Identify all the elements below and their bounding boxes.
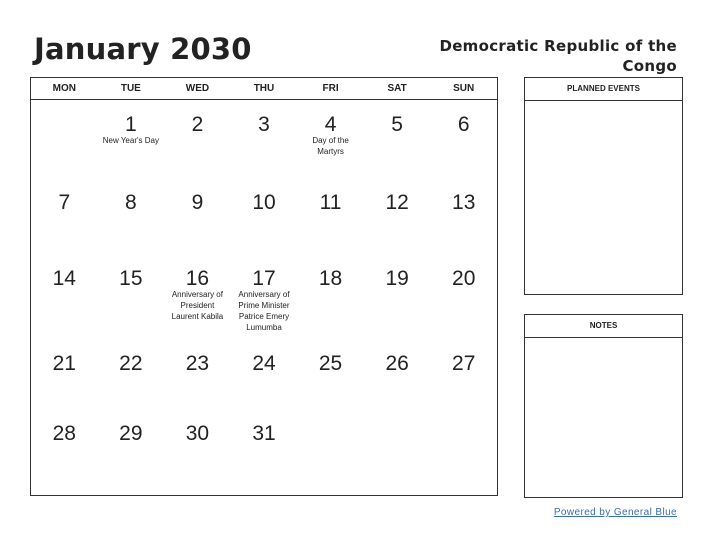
weekday-wed: WED	[185, 83, 210, 94]
day-cell	[364, 339, 431, 409]
day-cell	[31, 178, 98, 254]
holiday-label: Day of the Martyrs	[312, 136, 349, 156]
day-number: 25	[318, 352, 343, 375]
planned-events-heading: PLANNED EVENTS	[525, 78, 682, 101]
day-number: 23	[185, 352, 210, 375]
day-number: 28	[52, 422, 76, 445]
day-number: 20	[452, 267, 476, 290]
day-number: 22	[119, 352, 143, 375]
holiday-label: New Year's Day	[102, 136, 159, 145]
day-cell	[231, 100, 298, 178]
day-cell	[297, 254, 364, 339]
day-cell	[231, 339, 298, 409]
day-number: 5	[391, 113, 403, 136]
day-number: 15	[119, 267, 143, 290]
planned-events-panel	[524, 77, 683, 295]
day-cell	[430, 100, 497, 178]
day-cell	[364, 178, 431, 254]
day-cell	[98, 178, 165, 254]
day-cell	[164, 409, 231, 493]
calendar-days	[31, 100, 497, 493]
weekday-fri: FRI	[322, 83, 339, 94]
day-number: 30	[185, 422, 210, 445]
day-cell	[364, 409, 431, 493]
weekday-thu: THU	[253, 83, 275, 94]
day-cell	[430, 254, 497, 339]
day-number: 6	[457, 113, 470, 136]
day-number: 18	[318, 267, 343, 290]
day-number: 13	[452, 191, 476, 214]
day-cell	[164, 254, 231, 339]
day-number: 14	[52, 267, 76, 290]
day-cell	[297, 339, 364, 409]
powered-by-link[interactable]: Powered by General Blue	[553, 507, 677, 518]
day-cell	[430, 339, 497, 409]
weekday-tue: TUE	[120, 83, 141, 94]
notes-panel	[524, 314, 683, 498]
day-cell	[297, 100, 364, 178]
day-cell	[31, 254, 98, 339]
day-number: 2	[191, 113, 204, 136]
weekday-mon: MON	[52, 83, 76, 94]
day-cell	[430, 178, 497, 254]
day-cell	[164, 100, 231, 178]
day-cell	[364, 254, 431, 339]
day-cell	[231, 178, 298, 254]
day-cell	[31, 339, 98, 409]
day-cell	[31, 409, 98, 493]
day-cell	[31, 100, 98, 178]
day-cell	[231, 254, 298, 339]
day-number: 1	[125, 113, 137, 136]
day-cell	[430, 409, 497, 493]
day-cell	[297, 178, 364, 254]
day-number: 7	[58, 191, 71, 214]
weekday-header-row	[31, 78, 497, 100]
calendar-title: January 2030	[34, 32, 252, 66]
day-number: 16	[185, 267, 210, 290]
day-number: 27	[452, 352, 476, 375]
day-number: 24	[252, 352, 276, 375]
day-number: 12	[385, 191, 409, 214]
day-cell	[164, 178, 231, 254]
weekday-sat: SAT	[387, 83, 407, 94]
day-number: 4	[324, 113, 337, 136]
day-cell	[98, 409, 165, 493]
day-cell	[164, 339, 231, 409]
day-number: 19	[385, 267, 409, 290]
day-number: 26	[385, 352, 409, 375]
day-cell	[364, 100, 431, 178]
day-number: 11	[319, 191, 342, 214]
day-number: 9	[191, 191, 204, 214]
day-cell	[98, 100, 165, 178]
weekday-sun: SUN	[453, 83, 475, 94]
country-name: Democratic Republic of the Congo	[439, 37, 677, 75]
notes-heading: NOTES	[525, 315, 682, 338]
day-number: 10	[252, 191, 276, 214]
day-cell	[98, 339, 165, 409]
day-cell	[297, 409, 364, 493]
day-number: 29	[119, 422, 143, 445]
holiday-label: Anniversary of Prime Minister Patrice Emery Lumumba	[238, 290, 290, 332]
day-number: 8	[125, 191, 137, 214]
day-cell	[231, 409, 298, 493]
day-cell	[98, 254, 165, 339]
day-number: 3	[258, 113, 270, 136]
day-number: 17	[252, 267, 276, 290]
day-number: 21	[52, 352, 76, 375]
day-number: 31	[252, 422, 276, 445]
calendar-grid	[30, 77, 498, 496]
holiday-label: Anniversary of President Laurent Kabila	[171, 290, 224, 321]
